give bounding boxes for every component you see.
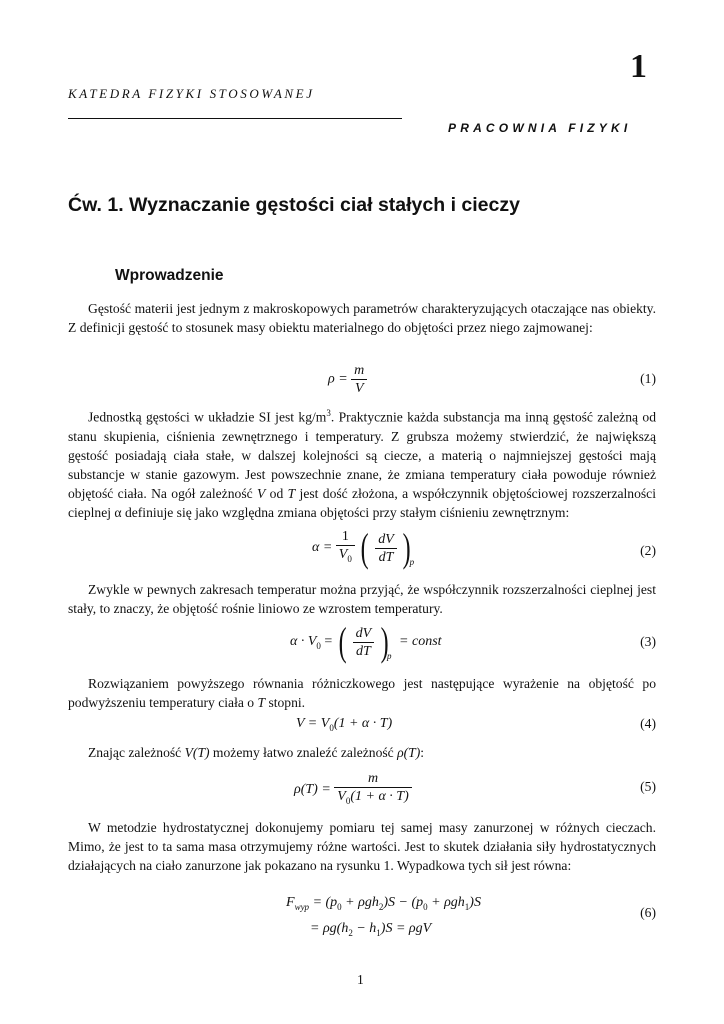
eq3-denominator: dT <box>356 643 371 659</box>
eq2-denominator-1: $V_0$ <box>338 547 352 564</box>
eq2-denominator-2: dT <box>378 549 394 565</box>
lab-name: PRACOWNIA FIZYKI <box>448 121 632 135</box>
p2-var-t: T <box>287 485 296 501</box>
eq1-lhs: ρ = <box>328 371 348 387</box>
p4-var-t: T <box>257 695 266 710</box>
section-heading: Wprowadzenie <box>115 267 224 284</box>
eq5-fraction <box>334 770 411 810</box>
eq2-numerator-2: dV <box>375 531 397 549</box>
eq6-label: (6) <box>640 905 656 920</box>
paragraph-4: Rozwiązaniem powyższego równania różniczkowego jest następujące wyrażenie na objętość po podwyższeniu temperatury ciała o T stopni. <box>68 676 656 710</box>
eq5-denominator: $V_0(1 + \alpha \cdot T)$ <box>337 789 409 806</box>
page-title: Ćw. 1. Wyznaczanie gęstości ciał stałych i cieczy <box>68 194 520 216</box>
paragraph-3: Zwykle w pewnych zakresach temperatur można przyjąć, że współczynnik rozszerzalności cieplnej jest stały, to znaczy, że objętość rośnie liniowo ze wzrostem temperatury. <box>68 582 656 616</box>
eq2-numerator-1: 1 <box>336 528 355 546</box>
paragraph-5: Znając zależność V(T) możemy łatwo znaleźć zależność ρ(T): <box>88 745 425 760</box>
equation-5 <box>294 770 412 810</box>
eq4-label: (4) <box>640 716 656 731</box>
eq3-fraction <box>353 625 375 660</box>
eq3-rhs: = const <box>399 634 442 650</box>
p2-var-v: V <box>257 485 266 501</box>
equation-3: $\alpha \cdot V_0$ = ( $\frac{dV}{dT}$ )$_p$ = const <box>290 619 442 664</box>
eq1-label: (1) <box>640 371 656 386</box>
eq1-denominator: V <box>354 381 364 396</box>
chapter-number: 1 <box>630 48 647 85</box>
header-rule <box>68 118 402 119</box>
equation-2: α = $\frac{1}{V_0}$ ( $\frac{dV}{dT}$ )$_p$ <box>312 525 415 570</box>
eq1-fraction <box>351 362 367 397</box>
eq5-label: (5) <box>640 779 656 794</box>
p2-text-b: . Praktycznie każda substancja ma inną gęstość zależną od stanu skupienia, ciśnienia zewnętrznego i temperatury. Z grubsza możemy stwierdzić, że największą gęstość posiadają ciała stałe, w dalszej kolejności są ciecze, a materią o najmniejszej gęstości mają substancje w stanie gazowym. Jest powszechnie znane, że zmiana temperatury ciała powoduje również objętość ciała. Na ogół zależność <box>68 409 657 501</box>
equation-6 <box>286 892 481 944</box>
p2-exponent: 3 <box>326 408 331 418</box>
p5-v-of-t: V(T) <box>184 745 210 760</box>
eq3-equals: = <box>324 634 333 650</box>
eq2-subscript: p <box>409 557 415 568</box>
eq3-numerator: dV <box>353 625 375 643</box>
eq5-numerator: m <box>334 770 411 788</box>
equation-4: $V = V_0(1 + \alpha \cdot T)$ <box>296 716 393 733</box>
eq5-lhs: ρ(T) = <box>294 782 331 798</box>
eq2-label: (2) <box>640 543 656 558</box>
paragraph-1: Gęstość materii jest jednym z makroskopowych parametrów charakteryzujących otaczające nas obiekty. Z definicji gęstość to stosunek masy obiektu materialnego do objętości przez niego zajmowanej: <box>68 301 656 335</box>
equation-1 <box>328 362 367 397</box>
p2-text-a: Jednostką gęstości w układzie SI jest kg/m <box>88 409 327 425</box>
eq3-label: (3) <box>640 634 656 649</box>
paragraph-6: W metodzie hydrostatycznej dokonujemy pomiaru tej samej masy zanurzonej w różnych cieczach. Mimo, że jest to ta sama masa otrzymujemy różne wartości. Jest to skutek działania siły hydrostatycznych działających na ciało zanurzone jak pokazano na rysunku 1. Wypadkowa tych sił jest równa: <box>68 820 656 873</box>
eq6-line-2: = $\rho g(h_2 - h_1)S = \rho gV$ <box>310 920 432 938</box>
page-number: 1 <box>357 972 364 987</box>
p5-rho-of-t: ρ(T) <box>397 745 421 760</box>
eq2-lhs: α = <box>312 540 333 556</box>
eq3-lhs: $\alpha \cdot V_0$ <box>290 634 321 652</box>
eq3-subscript: p <box>387 651 392 662</box>
department-name: KATEDRA FIZYKI STOSOWANEJ <box>68 86 315 101</box>
eq6-line-1: $F_{wyp} = (p_0 + \rho gh_2)S - (p_0 + \rho gh_1)S$ <box>286 895 481 912</box>
eq2-fraction-1 <box>336 528 355 568</box>
eq1-numerator: m <box>351 362 367 380</box>
eq2-fraction-2 <box>375 531 397 566</box>
p2-text-d: jest dość złożona, a współczynnik objętościowej rozszerzalności cieplnej α definiuje się jako względna zmiana objętości przy stałym ciśnieniu zewnętrznym: <box>68 485 656 520</box>
p2-text-c: od <box>265 485 288 501</box>
paragraph-2 <box>68 404 656 522</box>
